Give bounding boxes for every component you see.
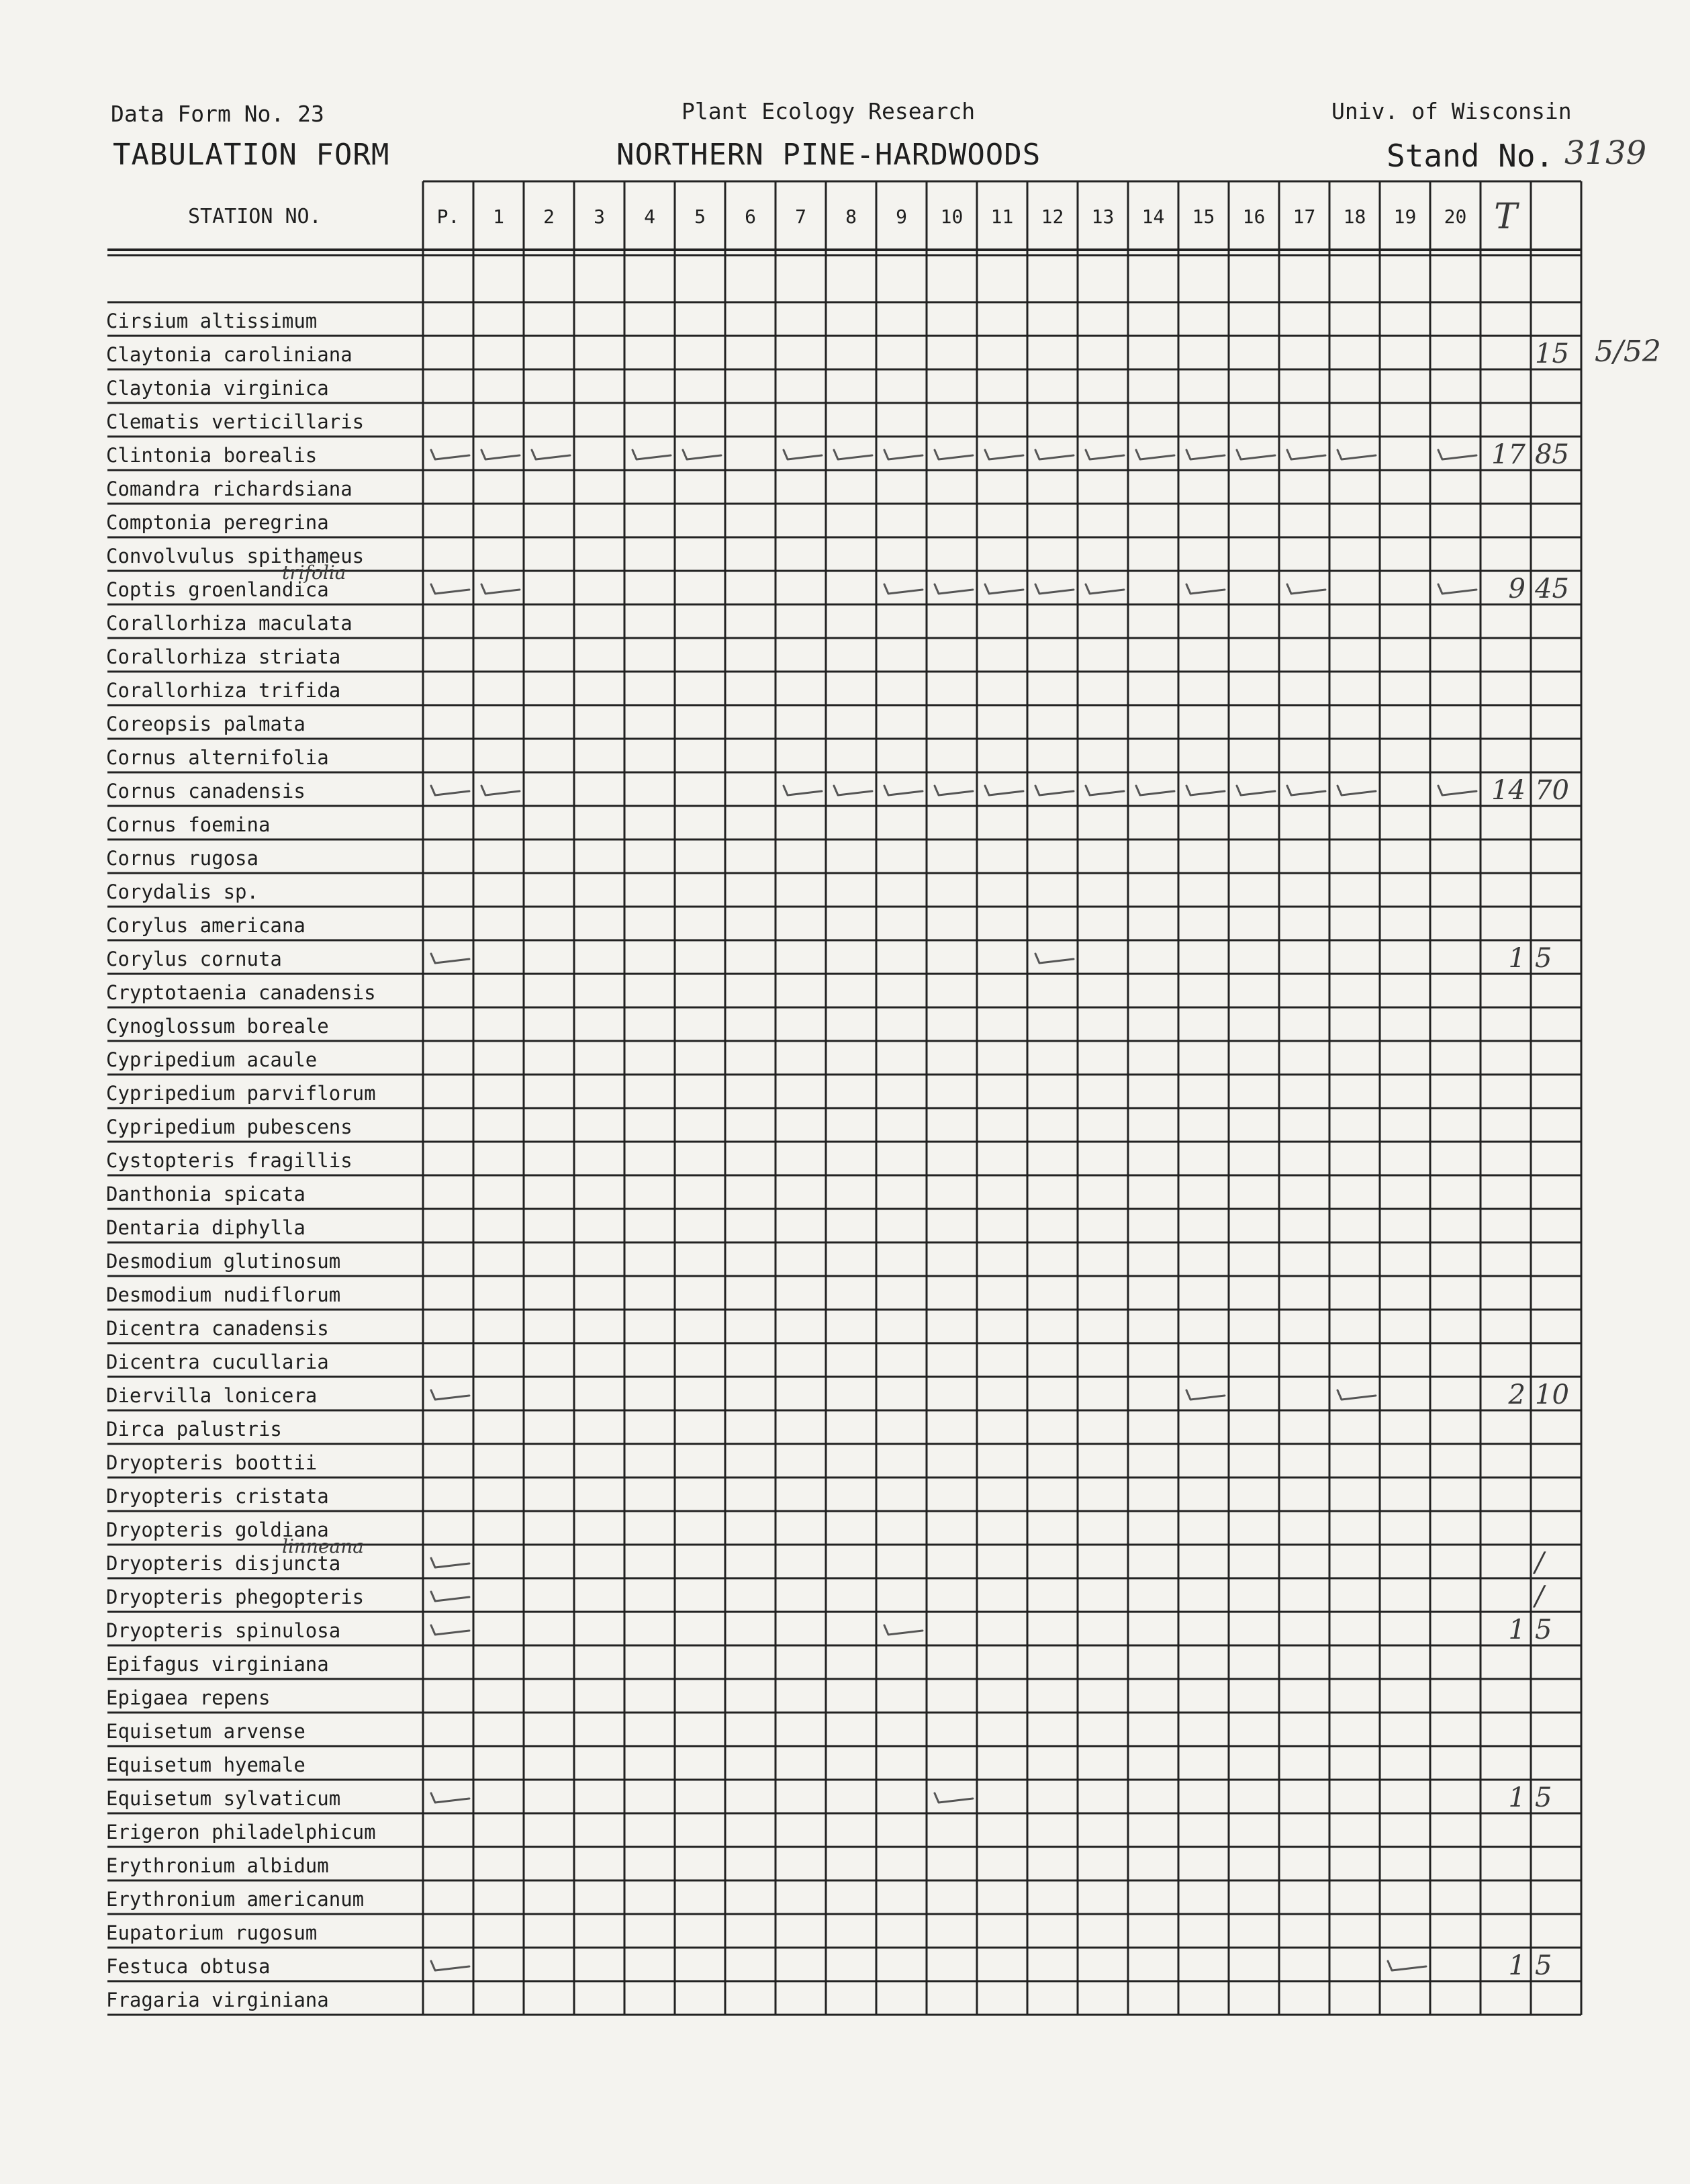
presence-check-mark[interactable] <box>1438 450 1476 459</box>
species-name: Dryopteris cristata <box>106 1485 329 1508</box>
species-name: Erythronium albidum <box>106 1854 329 1877</box>
form-number: Data Form No. 23 <box>111 101 324 127</box>
column-header-total: T <box>1494 197 1517 237</box>
species-name: Desmodium glutinosum <box>106 1250 341 1273</box>
column-header-station: 17 <box>1293 206 1316 228</box>
presence-check-mark[interactable] <box>784 450 822 459</box>
species-annotation: trifolia <box>282 561 346 584</box>
presence-check-mark[interactable] <box>1086 786 1124 795</box>
species-name: Cryptotaenia canadensis <box>106 981 376 1004</box>
column-header-station: P. <box>436 206 460 228</box>
total-count[interactable]: 1 <box>1508 943 1525 974</box>
presence-check-mark[interactable] <box>1086 450 1124 459</box>
presence-check-mark[interactable] <box>431 1390 469 1400</box>
species-name: Corylus cornuta <box>106 948 282 970</box>
column-header-station: 6 <box>745 206 756 228</box>
species-name: Festuca obtusa <box>106 1955 271 1978</box>
column-header-station: 12 <box>1041 206 1064 228</box>
presence-check-mark[interactable] <box>784 786 822 795</box>
presence-check-mark[interactable] <box>431 584 469 594</box>
column-header-station: 9 <box>896 206 907 228</box>
species-name: Dicentra cucullaria <box>106 1351 329 1373</box>
species-name: Cypripedium acaule <box>106 1048 318 1071</box>
species-name: Clintonia borealis <box>106 444 318 467</box>
presence-check-mark[interactable] <box>1035 450 1074 459</box>
species-name: Cornus alternifolia <box>106 746 329 769</box>
species-name: Dryopteris phegopteris <box>106 1586 365 1608</box>
frequency-percent[interactable]: 15 <box>1535 338 1569 369</box>
frequency-percent[interactable]: 5 <box>1535 943 1552 974</box>
species-name: Dryopteris goldiana <box>106 1518 329 1541</box>
species-name: Coreopsis palmata <box>106 713 306 735</box>
presence-check-mark[interactable] <box>834 786 872 795</box>
total-count[interactable]: 9 <box>1508 574 1525 604</box>
form-title: TABULATION FORM <box>113 138 390 172</box>
presence-check-mark[interactable] <box>1136 450 1174 459</box>
species-name: Claytonia virginica <box>106 377 329 400</box>
column-header-station: 3 <box>594 206 605 228</box>
frequency-percent[interactable]: 10 <box>1535 1379 1569 1410</box>
species-name: Erigeron philadelphicum <box>106 1821 376 1844</box>
total-count[interactable]: 2 <box>1508 1379 1525 1410</box>
margin-note: 5/52 <box>1595 334 1661 369</box>
species-name: Corallorhiza striata <box>106 645 341 668</box>
species-name: Comandra richardsiana <box>106 477 353 500</box>
presence-check-mark[interactable] <box>935 786 973 795</box>
species-name: Dirca palustris <box>106 1418 282 1441</box>
presence-check-mark[interactable] <box>1337 1390 1376 1400</box>
species-name: Cornus rugosa <box>106 847 259 870</box>
presence-check-mark[interactable] <box>481 584 520 594</box>
presence-check-mark[interactable] <box>1136 786 1174 795</box>
presence-check-mark[interactable] <box>532 450 570 459</box>
stand-number[interactable]: 3139 <box>1564 134 1647 172</box>
species-name: Coptis groenlandica <box>106 578 329 601</box>
column-header-station: 7 <box>795 206 806 228</box>
species-name: Diervilla lonicera <box>106 1384 318 1407</box>
species-name: Equisetum hyemale <box>106 1754 306 1776</box>
species-name: Equisetum sylvaticum <box>106 1787 341 1810</box>
column-header-station: 11 <box>990 206 1014 228</box>
presence-check-mark[interactable] <box>1287 584 1325 594</box>
presence-check-mark[interactable] <box>1438 786 1476 795</box>
station-number-header: STATION NO. <box>188 205 322 228</box>
column-header-station: 19 <box>1393 206 1417 228</box>
presence-check-mark[interactable] <box>431 450 469 459</box>
frequency-percent[interactable]: 5 <box>1535 1950 1552 1981</box>
presence-check-mark[interactable] <box>1237 450 1275 459</box>
total-count[interactable]: 17 <box>1491 439 1525 470</box>
presence-check-mark[interactable] <box>1035 786 1074 795</box>
species-name: Claytonia caroliniana <box>106 343 353 366</box>
species-name: Cystopteris fragillis <box>106 1149 353 1172</box>
presence-check-mark[interactable] <box>985 786 1023 795</box>
presence-check-mark[interactable] <box>1186 1390 1225 1400</box>
column-header-station: 14 <box>1141 206 1165 228</box>
species-name: Convolvulus spithameus <box>106 545 365 567</box>
frequency-percent[interactable]: 70 <box>1535 775 1569 806</box>
university: Univ. of Wisconsin <box>1331 98 1572 124</box>
column-header-station: 16 <box>1242 206 1266 228</box>
species-name: Cornus canadensis <box>106 780 306 803</box>
species-name: Comptonia peregrina <box>106 511 329 534</box>
presence-check-mark[interactable] <box>431 1558 469 1567</box>
frequency-percent[interactable]: 85 <box>1535 439 1569 470</box>
species-name: Corydalis sp. <box>106 880 259 903</box>
presence-check-mark[interactable] <box>1287 786 1325 795</box>
presence-check-mark[interactable] <box>985 450 1023 459</box>
total-count[interactable]: 14 <box>1491 775 1525 806</box>
species-name: Cypripedium parviflorum <box>106 1082 376 1105</box>
species-name: Dryopteris boottii <box>106 1451 318 1474</box>
species-name: Dicentra canadensis <box>106 1317 329 1340</box>
species-name: Epigaea repens <box>106 1686 271 1709</box>
total-count[interactable]: 1 <box>1508 1950 1525 1981</box>
frequency-percent[interactable]: 45 <box>1535 574 1569 604</box>
presence-check-mark[interactable] <box>1186 450 1225 459</box>
presence-check-mark[interactable] <box>884 786 923 795</box>
presence-check-mark[interactable] <box>1388 1961 1426 1970</box>
presence-check-mark[interactable] <box>884 1625 923 1635</box>
presence-check-mark[interactable] <box>1086 584 1124 594</box>
presence-check-mark[interactable] <box>1186 786 1225 795</box>
column-header-station: 10 <box>940 206 964 228</box>
column-header-station: 1 <box>493 206 504 228</box>
presence-check-mark[interactable] <box>834 450 872 459</box>
species-name: Dentaria diphylla <box>106 1216 306 1239</box>
stand-label: Stand No. <box>1387 138 1554 174</box>
species-name: Erythronium americanum <box>106 1888 365 1911</box>
species-name: Corallorhiza maculata <box>106 612 353 635</box>
frequency-percent[interactable]: / <box>1535 1581 1544 1612</box>
species-name: Danthonia spicata <box>106 1183 306 1205</box>
species-name: Epifagus virginiana <box>106 1653 329 1676</box>
column-header-station: 2 <box>543 206 555 228</box>
column-header-station: 4 <box>644 206 655 228</box>
column-header-station: 18 <box>1343 206 1366 228</box>
presence-check-mark[interactable] <box>431 1592 469 1601</box>
frequency-percent[interactable]: 5 <box>1535 1614 1552 1645</box>
presence-check-mark[interactable] <box>431 1961 469 1970</box>
column-header-station: 8 <box>845 206 857 228</box>
presence-check-mark[interactable] <box>1337 450 1376 459</box>
species-name: Equisetum arvense <box>106 1720 306 1743</box>
species-name: Fragaria virginiana <box>106 1989 329 2011</box>
presence-check-mark[interactable] <box>985 584 1023 594</box>
column-header-station: 15 <box>1192 206 1215 228</box>
presence-check-mark[interactable] <box>632 450 671 459</box>
frequency-percent[interactable]: / <box>1535 1547 1544 1578</box>
presence-check-mark[interactable] <box>683 450 721 459</box>
presence-check-mark[interactable] <box>431 786 469 795</box>
species-name: Clematis verticillaris <box>106 410 365 433</box>
column-header-station: 13 <box>1091 206 1115 228</box>
species-name: Cornus foemina <box>106 813 271 836</box>
species-name: Eupatorium rugosum <box>106 1921 318 1944</box>
presence-check-mark[interactable] <box>1237 786 1275 795</box>
presence-check-mark[interactable] <box>1035 584 1074 594</box>
species-name: Dryopteris spinulosa <box>106 1619 341 1642</box>
presence-check-mark[interactable] <box>481 450 520 459</box>
presence-check-mark[interactable] <box>431 1793 469 1803</box>
presence-check-mark[interactable] <box>1287 450 1325 459</box>
presence-check-mark[interactable] <box>1186 584 1225 594</box>
total-count[interactable]: 1 <box>1508 1614 1525 1645</box>
presence-check-mark[interactable] <box>1035 954 1074 963</box>
presence-check-mark[interactable] <box>935 450 973 459</box>
species-name: Cynoglossum boreale <box>106 1015 329 1038</box>
species-name: Cypripedium pubescens <box>106 1116 353 1138</box>
species-name: Cirsium altissimum <box>106 310 318 332</box>
presence-check-mark[interactable] <box>1438 584 1476 594</box>
presence-check-mark[interactable] <box>935 584 973 594</box>
presence-check-mark[interactable] <box>481 786 520 795</box>
column-header-station: 5 <box>694 206 706 228</box>
presence-check-mark[interactable] <box>935 1793 973 1803</box>
presence-check-mark[interactable] <box>884 584 923 594</box>
presence-check-mark[interactable] <box>884 450 923 459</box>
community-title: NORTHERN PINE-HARDWOODS <box>616 138 1041 172</box>
presence-check-mark[interactable] <box>1337 786 1376 795</box>
species-name: Dryopteris disjuncta <box>106 1552 341 1575</box>
column-header-station: 20 <box>1444 206 1467 228</box>
presence-check-mark[interactable] <box>431 1625 469 1635</box>
species-name: Corallorhiza trifida <box>106 679 341 702</box>
frequency-percent[interactable]: 5 <box>1535 1782 1552 1813</box>
organization: Plant Ecology Research <box>682 98 976 124</box>
species-name: Desmodium nudiflorum <box>106 1283 341 1306</box>
total-count[interactable]: 1 <box>1508 1782 1525 1813</box>
species-annotation: linneana <box>282 1535 364 1557</box>
presence-check-mark[interactable] <box>431 954 469 963</box>
species-name: Corylus americana <box>106 914 306 937</box>
